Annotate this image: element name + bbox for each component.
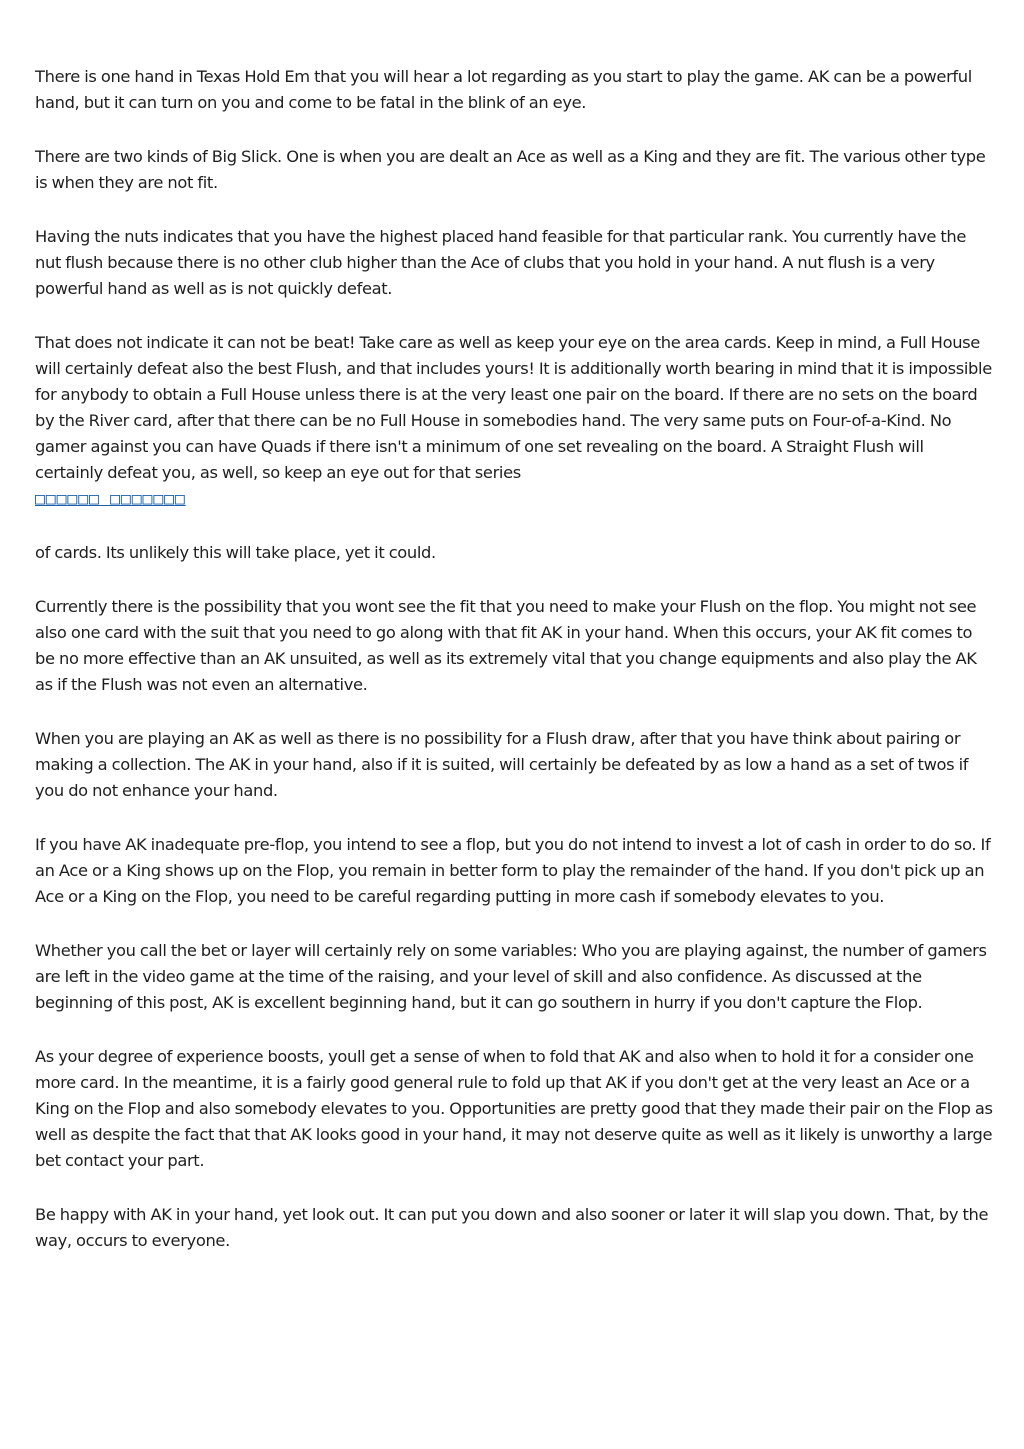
link-paragraph: [35, 486, 995, 512]
paragraph-2: There are two kinds of Big Slick. One is when you are dealt an Ace as well as a King and they are fit. The various other type is when they are not fit.: [35, 147, 986, 192]
paragraph-11: Be happy with AK in your hand, yet look out. It can put you down and also sooner or later it will slap you down. That, by the way, occurs to everyone.: [35, 1205, 989, 1250]
inline-link[interactable]: □□□□□□ □□□□□□□: [35, 489, 186, 508]
paragraph-3: Having the nuts indicates that you have the highest placed hand feasible for that particular rank. You currently have the nut flush because there is no other club higher than the Ace of clubs that you hold in your hand. A nut flush is a very powerful hand as well as is not quickly defeat.: [35, 227, 967, 298]
paragraph-4-text: That does not indicate it can not be beat! Take care as well as keep your eye on the area cards. Keep in mind, a Full House will certainly defeat also the best Flush, and that includes yours! It is additionally worth bearing in mind that it is impossible for anybody to obtain a Full House unless there is at the very least one pair on the board. If there are no sets on the board by the River card, after that there can be no Full House in somebodies hand. The very same puts on Four-of-a-Kind. No gamer against you can have Quads if there isn't a minimum of one set revealing on the board. A Straight Flush will certainly defeat you, as well, so keep an eye out for that series: [35, 333, 992, 482]
paragraph-5: of cards. Its unlikely this will take place, yet it could.: [35, 543, 436, 562]
paragraph-6: Currently there is the possibility that you wont see the fit that you need to make your Flush on the flop. You might not see also one card with the suit that you need to go along with that fit AK in your hand. When this occurs, your AK fit comes to be no more effective than an AK unsuited, as well as its extremely vital that you change equipments and also play the AK as if the Flush was not even an alternative.: [35, 597, 977, 694]
paragraph-8: If you have AK inadequate pre-flop, you intend to see a flop, but you do not intend to invest a lot of cash in order to do so. If an Ace or a King shows up on the Flop, you remain in better form to play the remainder of the hand. If you don't pick up an Ace or a King on the Flop, you need to be careful regarding putting in more cash if somebody elevates to you.: [35, 835, 991, 906]
paragraph-10: As your degree of experience boosts, youll get a sense of when to fold that AK and also when to hold it for a consider one more card. In the meantime, it is a fairly good general rule to fold up that AK if you don't get at the very least an Ace or a King on the Flop and also somebody elevates to you. Opportunities are pretty good that they made their pair on the Flop as well as despite the fact that that AK looks good in your hand, it may not deserve quite as well as it likely is unworthy a large bet contact your part.: [35, 1047, 993, 1170]
document-body: [35, 64, 995, 1282]
paragraph-9: Whether you call the bet or layer will certainly rely on some variables: Who you are playing against, the number of gamers are left in the video game at the time of the raising, and your level of skill and also confidence. As discussed at the beginning of this post, AK is excellent beginning hand, but it can go southern in hurry if you don't capture the Flop.: [35, 941, 987, 1012]
paragraph-1: There is one hand in Texas Hold Em that you will hear a lot regarding as you start to play the game. AK can be a powerful hand, but it can turn on you and come to be fatal in the blink of an eye.: [35, 67, 972, 112]
paragraph-7: When you are playing an AK as well as there is no possibility for a Flush draw, after that you have think about pairing or making a collection. The AK in your hand, also if it is suited, will certainly be defeated by as low a hand as a set of twos if you do not enhance your hand.: [35, 729, 969, 800]
paragraph-4: [35, 330, 995, 486]
